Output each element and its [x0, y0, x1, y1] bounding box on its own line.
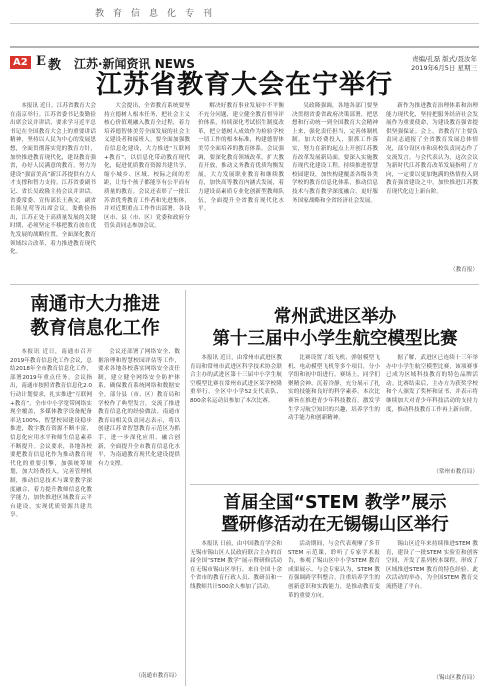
paragraph: 比赛设置了纸飞机、弹射模型飞机、电动模型飞机等多个项目，分小学组和初中组进行。赛场上，同学们聚精会神、沉着冷静，充分展示了扎实的技能和良好的科学素养。本次比赛旨在推进青少年科技教育，激发学生学习航空知识的兴趣，培养学生的动手能力和创新精神。 — [288, 355, 380, 422]
nantong-headline-line-1: 南通市大力推进 — [30, 294, 160, 315]
main-article-col-5 — [386, 102, 478, 266]
paragraph: 本报讯 日前，由中国教育学会和无锡市锡山区人民政府联合主办的首届全国“STEM 教学”展示暨研修活动在无锡市锡山区举行。来自全国十余个省市的教育行政人员、教研员和一线教师共计500余人参加了活动。 — [190, 541, 282, 590]
main-article-col-4 — [292, 102, 378, 274]
stem-headline-line-1: 首届全国“STEM 教学”展示 — [223, 493, 447, 513]
section-divider — [10, 284, 479, 285]
nantong-article-col-1 — [10, 348, 92, 682]
paragraph: 大会提出，全省教育系统要坚持立德树人根本任务，把社会主义核心价值观融入教育全过程，着力培养德智体美劳全面发展的社会主义建设者和接班人。要全面加强教育信息化建设，大力推进“互联网+教育”，以信息化带动教育现代化，促进优质教育资源共建共享，缩小城乡、区域、校际之间的差距，让每个孩子都能享有公平而有质量的教育。会议还表彰了一批江苏省优秀教育工作者和先进集体，并对近期重点工作作出部署。各设区市、县（市、区）党委和政府分管负责同志参加会议。 — [104, 103, 190, 230]
editor-credits: 责编/孔磊 版式/聂汝年 — [412, 55, 477, 63]
column-divider — [185, 290, 186, 686]
wujin-article-col-1 — [190, 354, 282, 478]
header-rule — [10, 46, 479, 48]
wujin-headline-line-2: 第十三届中小学生航空模型比赛 — [212, 329, 458, 349]
main-article-col-3 — [198, 102, 284, 274]
paragraph: 本报讯 近日，由常州市武进区教育局和常州市武进区科学技术协会联合主办的武进区第十三届中小学生航空模型比赛在常州市武进区某学校隆重举行。全区中小学52支代表队、800余名运动员参加了本次比赛。 — [190, 355, 282, 404]
stem-headline — [190, 492, 480, 536]
wujin-article-signature: （常州市教育局） — [433, 469, 478, 475]
section-title: 江苏·新闻资讯 NEWS — [74, 57, 195, 71]
stem-article-signature: （锡山区教育局） — [433, 675, 478, 681]
main-article-signature: （教育报） — [450, 267, 478, 273]
wujin-article-col-3 — [386, 354, 478, 466]
nantong-article-signature: （南通市教育局） — [135, 673, 180, 679]
wujin-headline-line-1: 常州武进区举办 — [273, 307, 397, 327]
nantong-headline — [10, 293, 180, 341]
masthead-divider — [10, 23, 479, 24]
stem-article-col-1 — [190, 540, 282, 684]
main-headline: 江苏省教育大会在宁举行 — [95, 70, 393, 100]
nantong-article-col-2 — [98, 348, 180, 670]
edition-logo-letter: E — [36, 54, 46, 69]
masthead-band — [0, 0, 489, 26]
stem-headline-line-2: 暨研修活动在无锡锡山区举行 — [221, 515, 449, 535]
nantong-headline-line-2: 教育信息化工作 — [30, 318, 160, 339]
paragraph: 活动期间，与会代表观摩了多节STEM 示范课，聆听了专家学术报告，参观了锡山区中小学STEM 教育成果展示。与会专家认为，STEM 教育强调跨学科整合，注重培养学生的创新意识和实践能力，是推动教育变革的重要方向。 — [288, 541, 380, 599]
paragraph: 锡山区近年来持续推进STEM 教育，建设了一批STEM 实验室和创客空间，开发了系列校本课程，形成了区域推进STEM 教育的特色经验。此次活动的举办，为全国STEM 教育交流搭建了平台。 — [386, 541, 478, 590]
paragraph: 本报讯 近日，江苏省教育大会在南京举行。江苏省委书记娄勤俭出席会议并讲话，要求学习近平总书记在全国教育大会上的重要讲话精神，坚持以人民为中心的发展思想，全面贯彻落实党的教育方针，加快推进教育现代化，建设教育强省，办好人民满意的教育，努力为建设“强富美高”新江苏提供有力人才支撑和智力支持。江苏省委副书记、省长吴政隆主持会议并讲话。省委常委、宣传部长王燕文，副省长陈星莺等出席会议。娄勤俭指出，江苏正处于高质量发展的关键时期，必须坚定不移把教育放在优先发展的战略位置，全面深化教育领域综合改革，着力推进教育现代化。 — [10, 103, 96, 256]
edition-logo-char: 教 — [48, 58, 62, 73]
main-article-col-2 — [104, 102, 190, 274]
wujin-headline — [190, 306, 480, 350]
paragraph: 解决好教育事业发展中不平衡不充分问题，建立健全教育督导评价体系，持续深化考试招生制度改革，把立德树人成效作为检验学校一切工作的根本标准，构建德智体美劳全面培养的教育体系。会议强调，要深化教育领域改革，扩大教育开放，推动义务教育优质均衡发展，大力发展职业教育和继续教育，加快高等教育内涵式发展，着力建设高素质专业化创新型教师队伍，全面提升全省教育现代化水平。 — [198, 103, 284, 213]
stem-article-col-3 — [386, 540, 478, 672]
stem-article-col-2 — [288, 540, 380, 684]
page-number-badge: A2 — [10, 56, 31, 69]
paragraph: 会议还部署了网络安全、数据治理和智慧校园评估等工作，要求各地各校落实网络安全责任制，建立健全网络安全防护体系，确保教育系统网络和数据安全。部分县（市、区）教育局和学校作了典型发言，交流了推进教育信息化的经验做法。南通市教育局相关负责同志表示，将以创建江苏省智慧教育示范区为抓手，进一步深化应用、融合创新，全面提升全市教育信息化水平，为南通教育现代化建设提供有力支撑。 — [98, 349, 180, 467]
issue-date: 2019年6月5日 星期三 — [411, 64, 477, 72]
paragraph: 吴政隆强调，各地各部门要坚决贯彻省委省政府决策部署，把思想和行动统一到全国教育大会精神上来，强化责任担当，完善体制机制，加大经费投入，狠抓工作落实，努力在新的起点上开创江苏教育改革发展新局面。要深入实施教育现代化建设工程，持续推进智慧校园建设，加快构建覆盖各级各类学校的教育信息化体系，推动信息技术与教育教学深度融合，更好服务国家战略和全省经济社会发展。 — [292, 103, 378, 204]
publication-tagline: 教育信息化专刊 — [95, 9, 222, 19]
wujin-article-col-2 — [288, 354, 380, 478]
paragraph: 新作为推进教育治理体系和治理能力现代化，坚持把服务经济社会发展作为重要使命，为建设教育强省提供坚强保证。会上，省教育厅主要负责同志通报了全省教育发展总体情况，部分设区市和高校负责同志作了交流发言。与会代表认为，这次会议为新时代江苏教育改革发展指明了方向，一定要以更加饱满的热情投入到教育强省建设之中，加快推进江苏教育现代化迈上新台阶。 — [386, 103, 478, 195]
paragraph: 本报讯 近日，南通市召开2019年教育信息化工作会议，总结2018年全市教育信息化工作，部署2019年重点任务。会议指出，南通市按照省教育信息化2.0行动计划要求，扎实推进“互联网+教育”，全市中小学宽带网络实现全覆盖，多媒体教学设备配备率达100%，智慧校园建设稳步推进，数字教育资源不断丰富，信息化应用水平和师生信息素养不断提升。会议要求，各地各校要把教育信息化作为推动教育现代化的重要引擎，加强统筹规划，加大经费投入，完善管理机制，推动信息技术与课堂教学深度融合，着力提升教师信息化教学能力，加快推进区域教育云平台建设，实现优质资源共建共享。 — [10, 349, 92, 519]
section-divider — [190, 484, 479, 485]
paragraph: 据了解，武进区已连续十三年举办中小学生航空模型比赛，该项赛事已成为区域科技教育的特色品牌活动。比赛结束后，主办方为获奖学校和个人颁发了奖杯和证书，并表示将继续加大对青少年科技活动的支持力度，推动科技教育工作再上新台阶。 — [386, 355, 478, 413]
main-article-col-1 — [10, 102, 96, 274]
